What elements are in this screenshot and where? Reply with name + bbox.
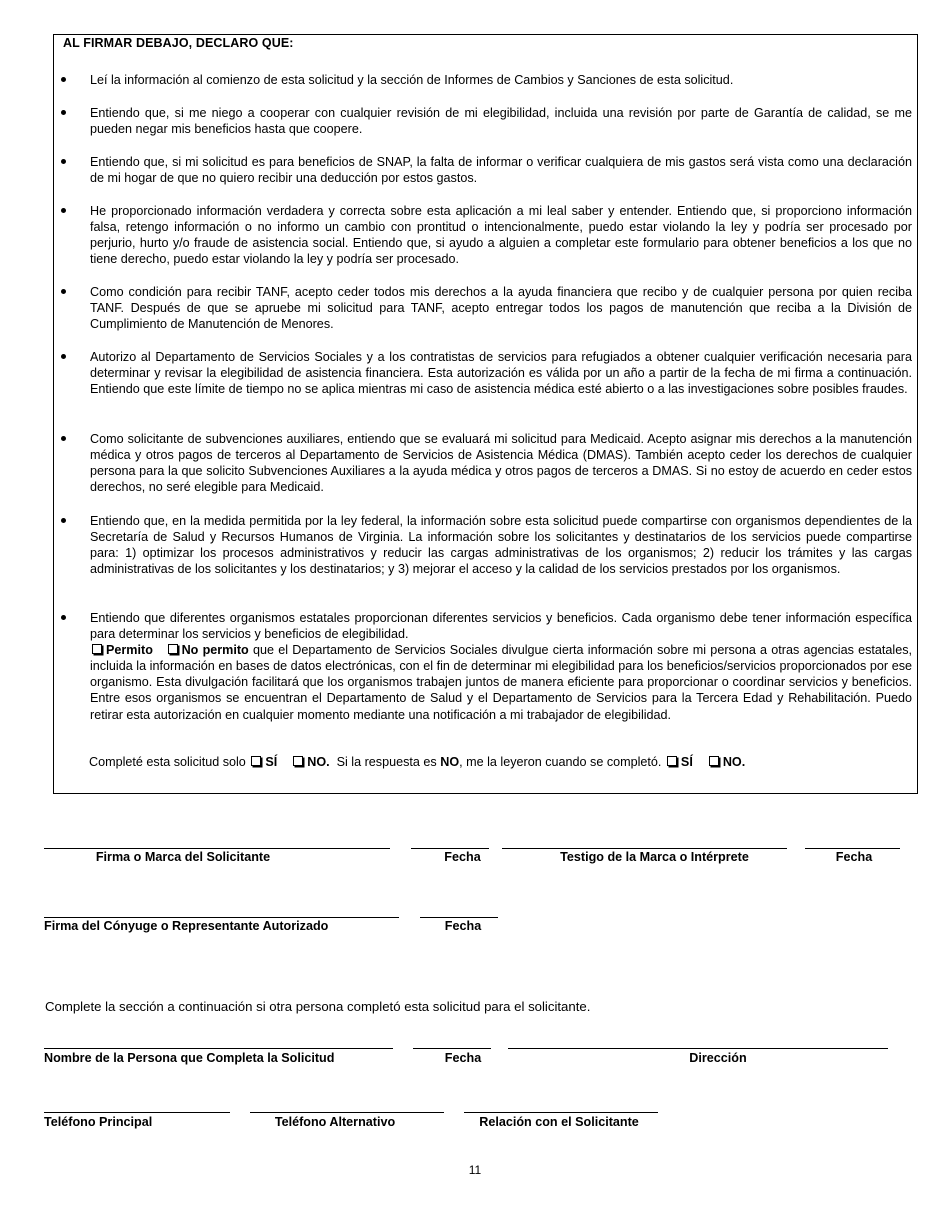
bullet-icon	[61, 208, 66, 213]
primary-phone-line[interactable]	[44, 1112, 230, 1113]
bullet-icon	[61, 110, 66, 115]
preparer-name-label: Nombre de la Persona que Completa la Solicitud	[44, 1051, 335, 1065]
bullet-text: Entiendo que, si mi solicitud es para beneficios de SNAP, la falta de informar o verificar cualquiera de mis gastos será vista como una declaración de mi hogar de que no quiero recibir una deducción por estos gastos.	[90, 155, 912, 186]
spouse-signature-line[interactable]	[44, 917, 399, 918]
read-question-text: Si la respuesta es	[336, 755, 437, 769]
witness-signature-label: Testigo de la Marca o Intérprete	[560, 850, 749, 864]
bullet-icon	[61, 159, 66, 164]
applicant-date-line[interactable]	[411, 848, 489, 849]
preparer-address-line[interactable]	[508, 1048, 888, 1049]
applicant-signature-line[interactable]	[44, 848, 390, 849]
preparer-date-line[interactable]	[413, 1048, 491, 1049]
read-question-bold: NO	[440, 755, 460, 769]
bullet-text: Leí la información al comienzo de esta solicitud y la sección de Informes de Cambios y Sanciones de esta solicitud.	[90, 73, 734, 87]
bullet-icon	[61, 436, 66, 441]
consent-intro: Entiendo que diferentes organismos estatales proporcionan diferentes servicios y beneficios. Cada organismo debe tener información específica para determinar los servicios y beneficios de elegibilidad.	[90, 611, 912, 642]
bullet-text: He proporcionado información verdadera y correcta sobre esta aplicación a mi leal saber y entender. Entiendo que, si proporciono información falsa, retengo información o no informo un cambio con prontitud o intencionalmente, puedo estar violando la ley y podría ser procesado por perjurio, hurto y/o fraude de asistencia social. Entiendo que, si ayudo a alguien a completar este formulario para obtener beneficios a los que no tiene derecho, puedo estar violando la ley y podría ser procesado.	[90, 204, 912, 267]
completed-alone-no-label: NO.	[307, 755, 330, 769]
applicant-date-label: Fecha	[444, 850, 481, 864]
consent-rest: que el Departamento de Servicios Sociales divulgue cierta información sobre mi persona a otras agencias estatales, incluida la información en bases de datos electrónicas, con el fin de determinar mi elegibilidad para los beneficios/servicios proporcionados por ese organismo. Esta divulgación facilitará que los organismos trabajen juntos de manera eficiente para proporcionar o coordinar servicios y beneficios. Entre esos organismos se encuentran el Departamento de Salud y el Departamento de Servicios para la Tercera Edad y Rehabilitación. Puedo retirar esta autorización en cualquier momento mediante una notificación a mi trabajador de elegibilidad.	[90, 643, 913, 722]
preparer-address-label: Dirección	[689, 1051, 747, 1065]
spouse-signature-label: Firma del Cónyuge o Representante Autorizado	[44, 919, 329, 933]
consent-text	[90, 610, 912, 723]
bullet-text: Autorizo al Departamento de Servicios Sociales y a los contratistas de servicios para refugiados a obtener cualquier verificación necesaria para determinar y revisar la elegibilidad de asistencia financiera. Esta autorización es válida por un año a partir de la fecha de mi firma a continuación. Entiendo que este límite de tiempo no se aplica mientras mi caso de asistencia médica esté abierto o a las investigaciones sobre posibles fraudes.	[90, 350, 912, 397]
declaration-box	[53, 34, 918, 794]
read-yes-checkbox[interactable]	[667, 756, 677, 766]
applicant-signature-label: Firma o Marca del Solicitante	[95, 850, 271, 864]
preparer-date-label: Fecha	[444, 1051, 482, 1065]
witness-date-line[interactable]	[805, 848, 900, 849]
permit-checkbox[interactable]	[92, 644, 102, 654]
primary-phone-label: Teléfono Principal	[44, 1115, 153, 1129]
declaration-title: AL FIRMAR DEBAJO, DECLARO QUE:	[63, 36, 294, 50]
read-yes-label: SÍ	[680, 755, 693, 769]
alternate-phone-label: Teléfono Alternativo	[274, 1115, 396, 1129]
no-permit-label: No permito	[181, 643, 249, 658]
spouse-date-line[interactable]	[420, 917, 498, 918]
bullet-text: Como solicitante de subvenciones auxiliares, entiendo que se evaluará mi solicitud para Medicaid. Acepto asignar mis derechos a la manutención médica y otros pagos de terceros al Departamento de Servicios de Asistencia Médica (DMAS). También acepto ceder los derechos de cualquier persona para la que solicito Subvenciones Auxiliares a la ayuda médica y otros pagos de terceros a DMAS. Si no estoy de acuerdo en ceder estos derechos, no seré elegible para Medicaid.	[90, 432, 912, 495]
completed-alone-yes-label: SÍ	[265, 755, 278, 769]
read-no-checkbox[interactable]	[709, 756, 719, 766]
alternate-phone-line[interactable]	[250, 1112, 444, 1113]
preparer-name-line[interactable]	[44, 1048, 393, 1049]
completed-alone-line	[89, 755, 745, 769]
page-number: 11	[468, 1163, 482, 1177]
bullet-icon	[61, 289, 66, 294]
witness-date-label: Fecha	[835, 850, 873, 864]
read-no-label: NO.	[722, 755, 746, 769]
completed-alone-no-checkbox[interactable]	[293, 756, 303, 766]
read-question-text-2: , me la leyeron cuando se completó.	[459, 755, 662, 769]
bullet-text: Entiendo que, si me niego a cooperar con cualquier revisión de mi elegibilidad, incluida una revisión por parte de Garantía de calidad, se me pueden negar mis beneficios hasta que coopere.	[90, 106, 912, 137]
completed-alone-yes-checkbox[interactable]	[251, 756, 261, 766]
relationship-label: Relación con el Solicitante	[479, 1115, 639, 1129]
completed-alone-prefix: Completé esta solicitud solo	[89, 755, 246, 769]
bullet-icon	[61, 354, 66, 359]
bullet-text: Entiendo que, en la medida permitida por la ley federal, la información sobre esta solicitud puede compartirse con organismos dependientes de la Secretaría de Salud y Recursos Humanos de Virginia. La información sobre los solicitantes y destinatarios de los servicios puede compartirse para: 1) optimizar los procesos administrativos y reducir las cargas administrativas de los organismos; 2) reducir los trámites y las cargas administrativas de los solicitantes y los destinatarios; y 3) mejorar el acceso y la calidad de los servicios prestados por los organismos.	[90, 514, 912, 577]
permit-label: Permito	[106, 643, 153, 658]
bullet-text: Como condición para recibir TANF, acepto ceder todos mis derechos a la ayuda financiera que recibo y de cualquier persona por quien reciba TANF. Después de que se apruebe mi solicitud para TANF, acepto entregar todos los pagos de manutención que reciba a la División de Cumplimiento de Manutención de Menores.	[90, 285, 912, 332]
bullet-icon	[61, 518, 66, 523]
bullet-icon	[61, 615, 66, 620]
relationship-line[interactable]	[464, 1112, 658, 1113]
no-permit-checkbox[interactable]	[168, 644, 178, 654]
spouse-date-label: Fecha	[444, 919, 482, 933]
bullet-icon	[61, 77, 66, 82]
witness-signature-line[interactable]	[502, 848, 787, 849]
other-person-note: Complete la sección a continuación si otra persona completó esta solicitud para el solicitante.	[45, 999, 591, 1014]
